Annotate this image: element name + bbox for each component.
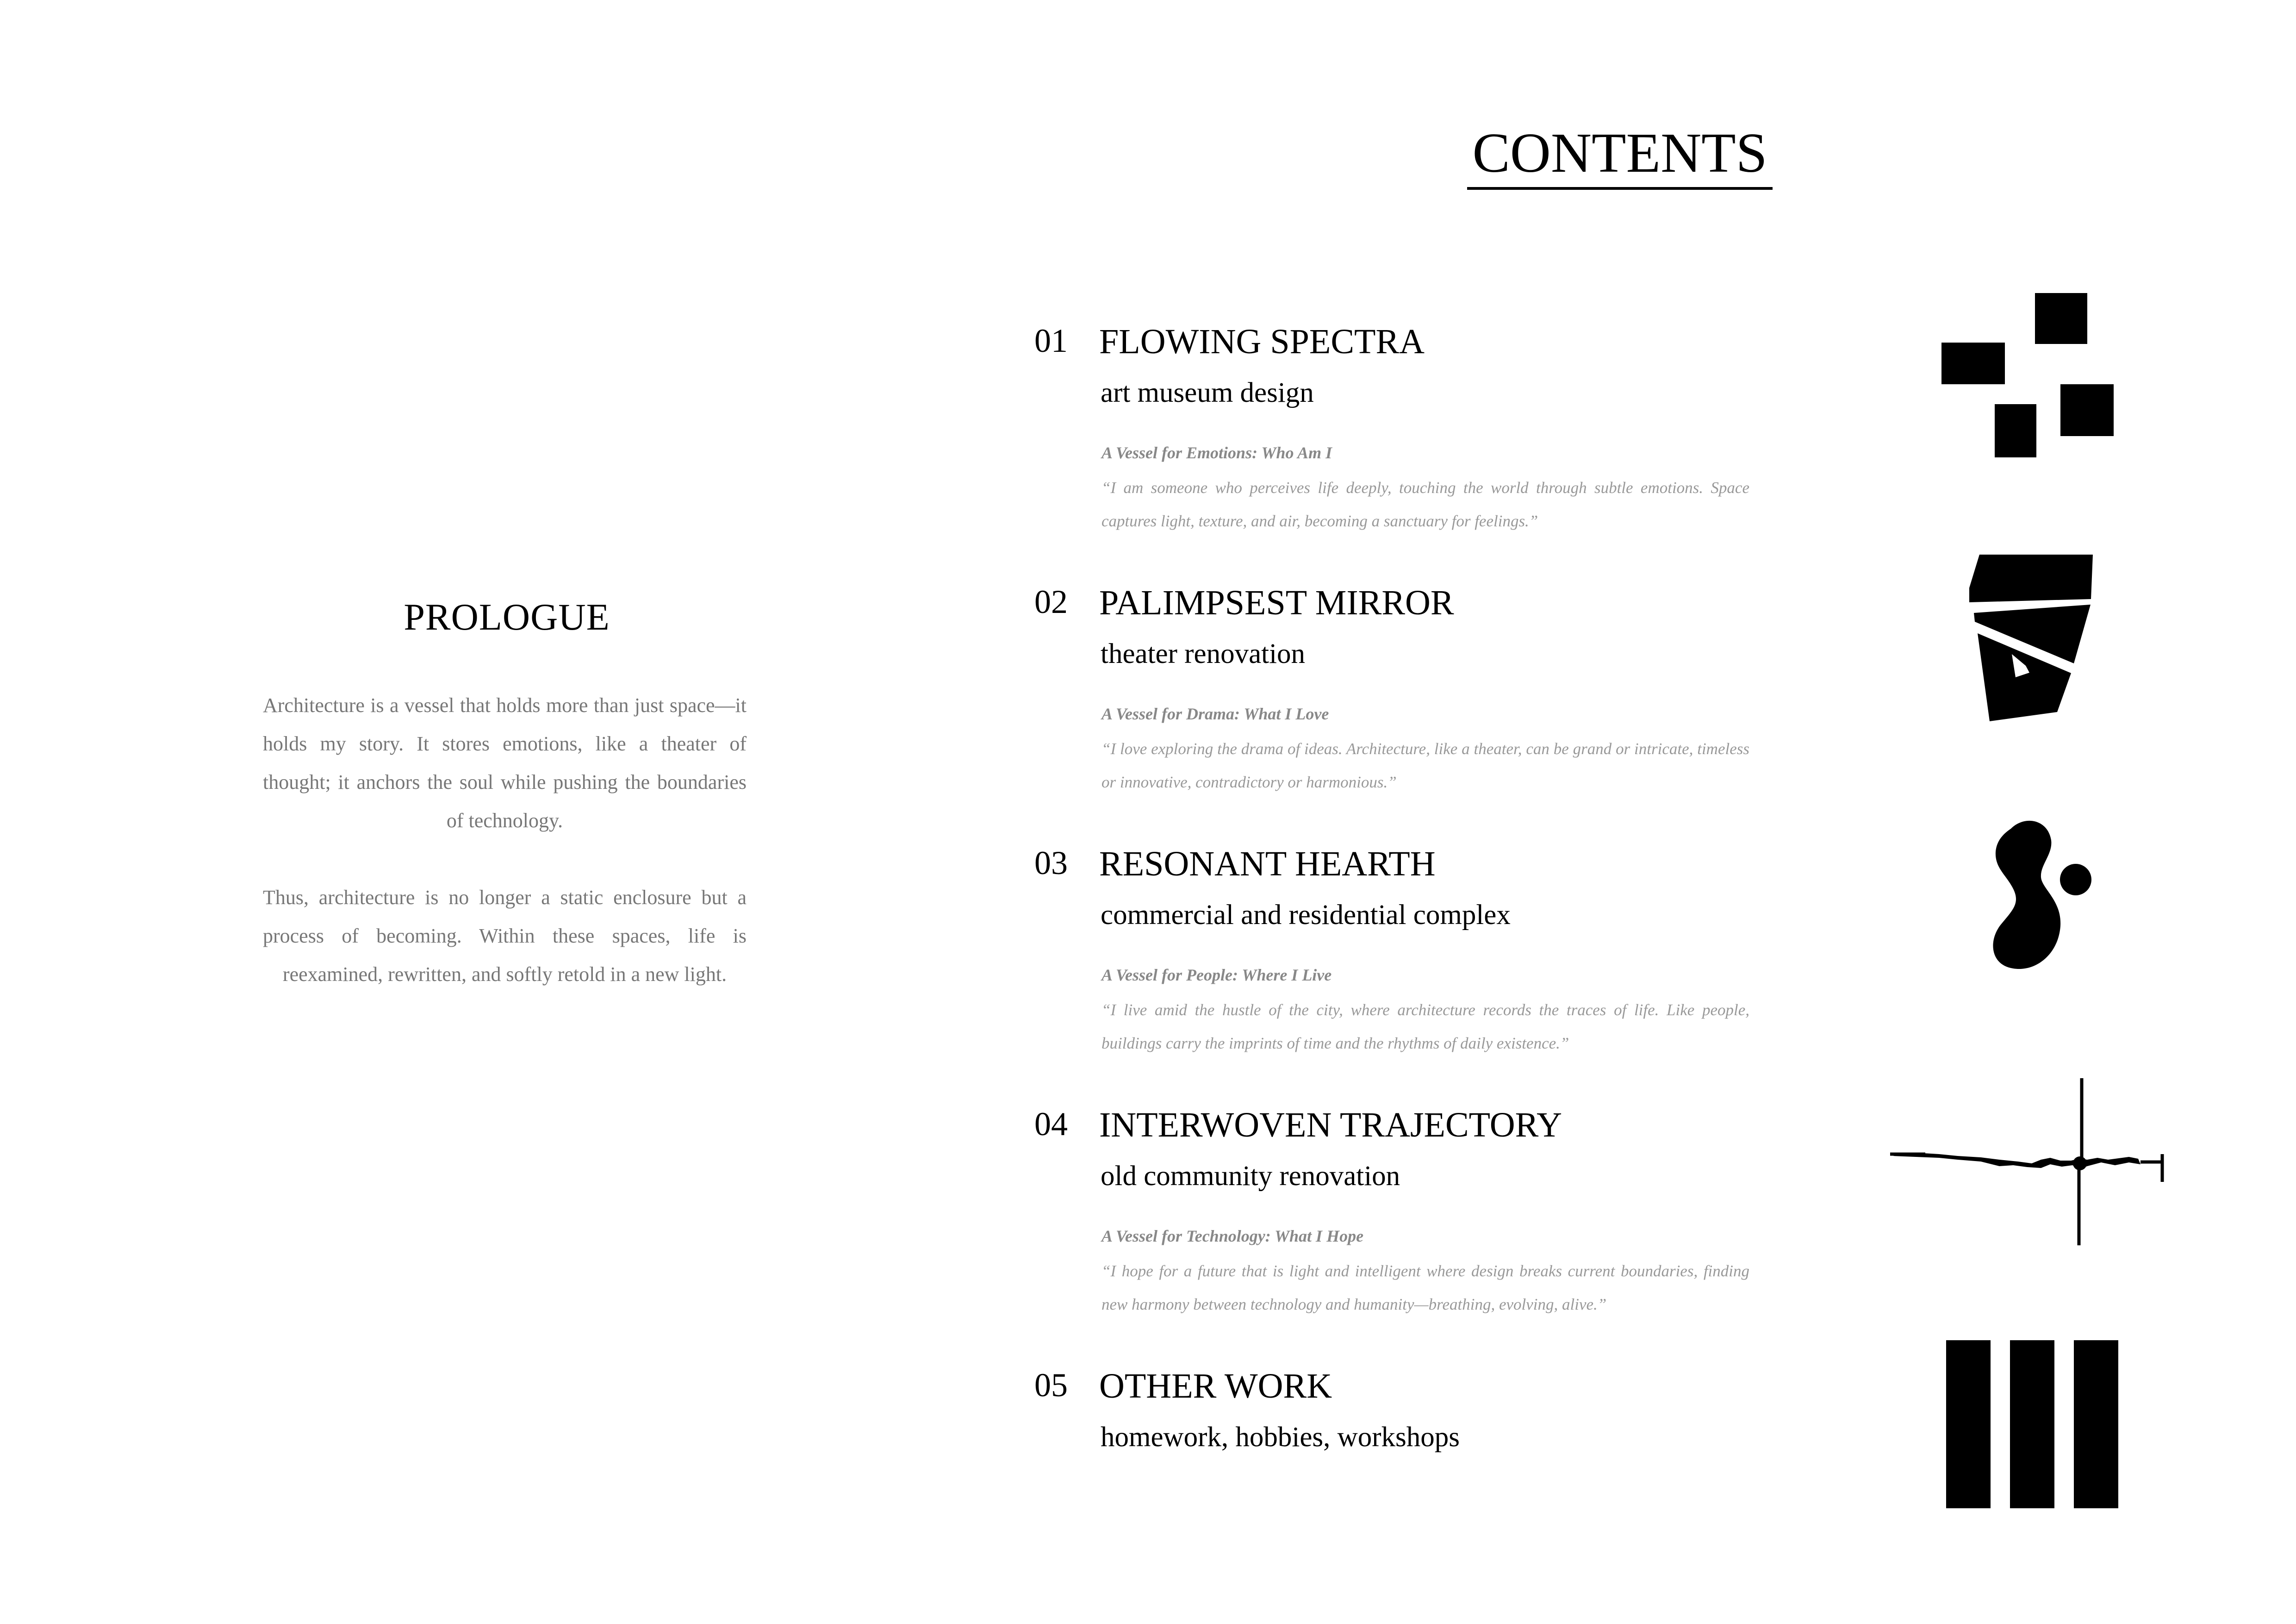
scattered-squares-icon bbox=[1941, 289, 2127, 461]
entry-quote: “I love exploring the drama of ideas. Architecture, like a theater, can be grand or intricate, timeless or innovative, contradictory or harmonious.” bbox=[1101, 740, 1749, 791]
tapered-block-icon bbox=[1969, 555, 2099, 726]
entry-title: INTERWOVEN TRAJECTORY bbox=[1099, 1106, 1562, 1144]
entry-subtitle: commercial and residential complex bbox=[1101, 899, 1511, 931]
entry-number: 04 bbox=[1034, 1106, 1068, 1143]
entry-number: 03 bbox=[1034, 844, 1068, 881]
crossing-paths-icon bbox=[1888, 1076, 2166, 1248]
entry-heading: A Vessel for People: Where I Live bbox=[1101, 966, 1332, 984]
three-bars-icon bbox=[1946, 1340, 2122, 1509]
entry-quote: “I hope for a future that is light and intelligent where design breaks current boundaries, finding new harmony between technology and humanity—breathing, evolving, alive.” bbox=[1101, 1262, 1749, 1313]
entry-subtitle: old community renovation bbox=[1101, 1161, 1400, 1192]
prologue-paragraph-2: Thus, architecture is no longer a static enclosure but a process of becoming. Within these spaces, life is reexamined, rewritten, and softly retold in a new light. bbox=[263, 886, 747, 986]
organic-blob-icon bbox=[1985, 815, 2106, 986]
entry-title: RESONANT HEARTH bbox=[1099, 844, 1436, 883]
entry-title: FLOWING SPECTRA bbox=[1099, 322, 1425, 361]
entry-heading: A Vessel for Drama: What I Love bbox=[1101, 705, 1329, 723]
entry-number: 02 bbox=[1034, 583, 1068, 620]
entry-number: 01 bbox=[1034, 322, 1068, 359]
entry-quote: “I live amid the hustle of the city, where architecture records the traces of life. Like people, buildings carry the imprints of time and the rhythms of daily existence.” bbox=[1101, 1001, 1749, 1052]
entry-title: PALIMPSEST MIRROR bbox=[1099, 583, 1454, 622]
entry-subtitle: homework, hobbies, workshops bbox=[1101, 1422, 1460, 1453]
entry-heading: A Vessel for Emotions: Who Am I bbox=[1101, 443, 1332, 462]
entry-quote: “I am someone who perceives life deeply, touching the world through subtle emotions. Space captures light, texture, and air, becoming a sanctuary for feelings.” bbox=[1101, 479, 1749, 530]
entry-number: 05 bbox=[1034, 1367, 1068, 1404]
prologue-title: PROLOGUE bbox=[404, 596, 610, 638]
prologue-paragraph-1: Architecture is a vessel that holds more than just space—it holds my story. It stores emotions, like a theater of thought; it anchors the soul while pushing the boundaries of technology. bbox=[263, 694, 747, 832]
entry-subtitle: art museum design bbox=[1101, 377, 1314, 408]
contents-title: CONTENTS bbox=[1467, 125, 1773, 190]
entry-subtitle: theater renovation bbox=[1101, 638, 1306, 669]
entry-heading: A Vessel for Technology: What I Hope bbox=[1101, 1227, 1364, 1245]
entry-title: OTHER WORK bbox=[1099, 1367, 1332, 1405]
